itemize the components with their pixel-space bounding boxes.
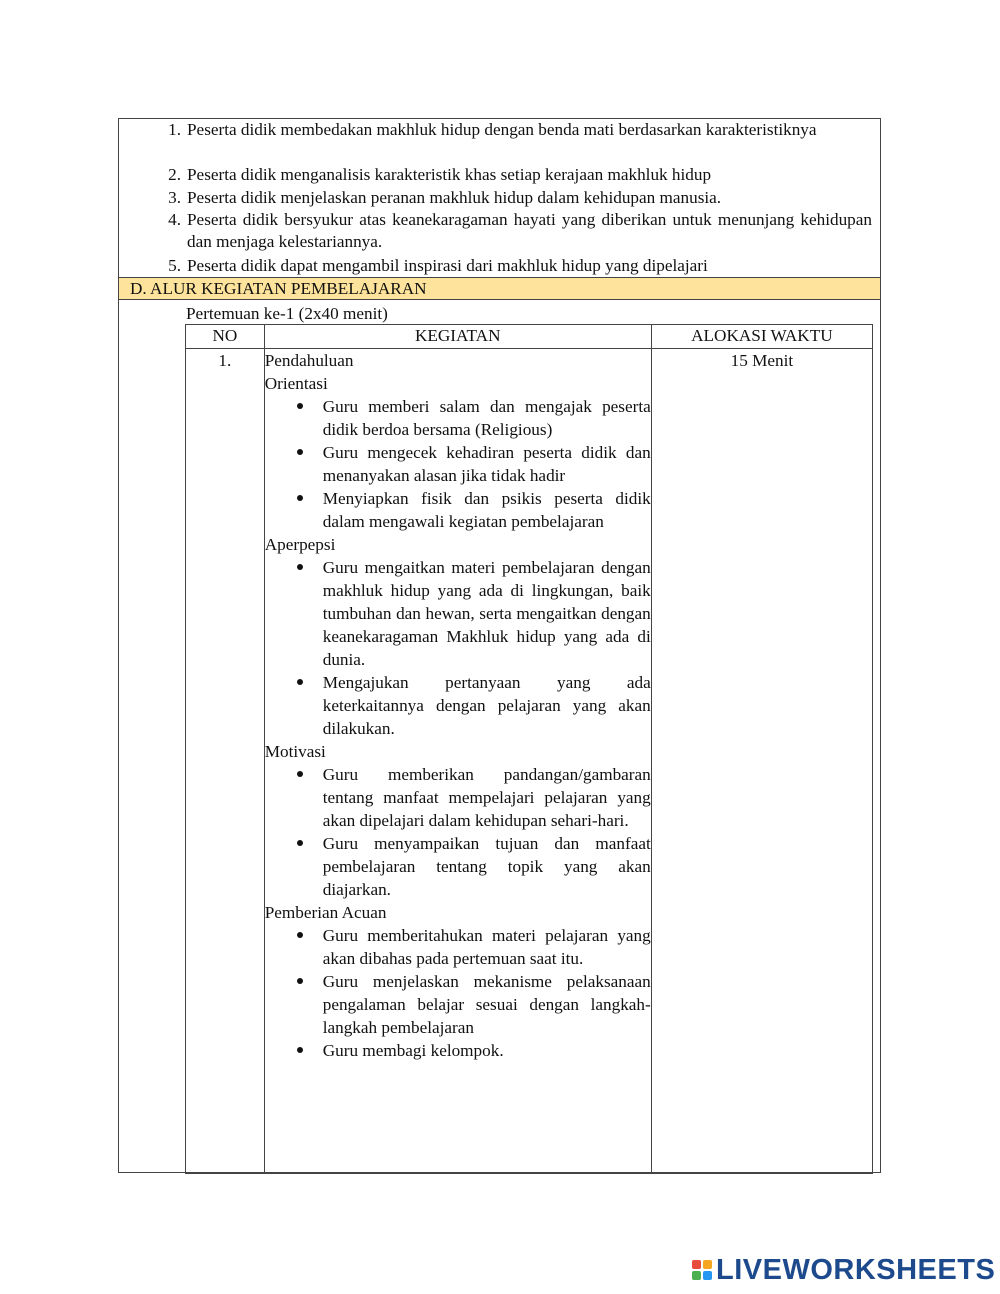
bullet-list (265, 395, 651, 533)
objective-number: 4. (168, 210, 181, 229)
group-heading: Aperpepsi (264, 535, 336, 554)
row-allocation: 15 Menit (651, 349, 872, 1174)
objective-text: Peserta didik membedakan makhluk hidup dengan benda mati berdasarkan karakteristiknya (187, 120, 817, 139)
logo-square (703, 1271, 712, 1280)
objective-number: 3. (168, 188, 181, 207)
table-row (186, 349, 873, 1174)
logo-square (703, 1260, 712, 1269)
activity-table (185, 324, 873, 1174)
list-item: Guru memberitahukan materi pelajaran yang akan dibahas pada pertemuan saat itu. (322, 926, 651, 968)
list-item: Guru memberi salam dan mengajak peserta didik berdoa bersama (Religious) (322, 397, 651, 439)
activity-title: Pendahuluan (264, 351, 354, 370)
section-header: D. ALUR KEGIATAN PEMBELAJARAN (119, 277, 880, 300)
logo-square (692, 1260, 701, 1269)
list-item: Guru menyampaikan tujuan dan manfaat pembelajaran tentang topik yang akan diajarkan. (322, 834, 651, 899)
objective-text: Peserta didik menganalisis karakteristik khas setiap kerajaan makhluk hidup (187, 165, 712, 184)
list-item: Guru mengaitkan materi pembelajaran dengan makhluk hidup yang ada di lingkungan, baik tumbuhan dan hewan, serta mengaitkan dengan keanekaragaman Makhluk hidup yang ada di dunia. (322, 558, 651, 669)
header-alokasi: ALOKASI WAKTU (651, 325, 872, 349)
list-item: Menyiapkan fisik dan psikis peserta didik dalam mengawali kegiatan pembelajaran (322, 489, 651, 531)
list-item: Guru mengecek kehadiran peserta didik dan menanyakan alasan jika tidak hadir (322, 443, 651, 485)
list-item: Guru memberikan pandangan/gambaran tentang manfaat mempelajari pelajaran yang akan dipelajari dalam kehidupan sehari-hari. (322, 765, 651, 830)
objective-number: 1. (168, 120, 181, 139)
logo-mark-icon (692, 1260, 712, 1280)
bullet-list (265, 556, 651, 740)
objective-text: Peserta didik dapat mengambil inspirasi dari makhluk hidup yang dipelajari (187, 256, 708, 275)
objective-number: 5. (168, 256, 181, 275)
document-frame (118, 118, 881, 1173)
row-number: 1. (186, 349, 265, 1174)
meeting-label: Pertemuan ke-1 (2x40 menit) (186, 304, 388, 323)
objective-text: Peserta didik bersyukur atas keanekaragaman hayati yang diberikan untuk menunjang kehidupan dan menjaga kelestariannya. (187, 210, 872, 251)
group-heading: Orientasi (264, 374, 328, 393)
bullet-list (265, 763, 651, 901)
header-no: NO (186, 325, 265, 349)
row-activity (264, 349, 651, 1174)
table-header-row (186, 325, 873, 349)
objective-number: 2. (168, 165, 181, 184)
header-kegiatan: KEGIATAN (264, 325, 651, 349)
group-heading: Motivasi (264, 742, 326, 761)
list-item: Mengajukan pertanyaan yang ada keterkaitannya dengan pelajaran yang akan dilakukan. (322, 673, 651, 738)
logo-text: LIVEWORKSHEETS (716, 1253, 996, 1286)
bullet-list (265, 924, 651, 1062)
objective-text: Peserta didik menjelaskan peranan makhluk hidup dalam kehidupan manusia. (187, 188, 722, 207)
liveworksheets-logo (692, 1255, 995, 1285)
list-item: Guru membagi kelompok. (323, 1039, 651, 1062)
logo-square (692, 1271, 701, 1280)
group-heading: Pemberian Acuan (264, 903, 387, 922)
list-item: Guru menjelaskan mekanisme pelaksanaan pengalaman belajar sesuai dengan langkah-langkah pembelajaran (322, 972, 651, 1037)
